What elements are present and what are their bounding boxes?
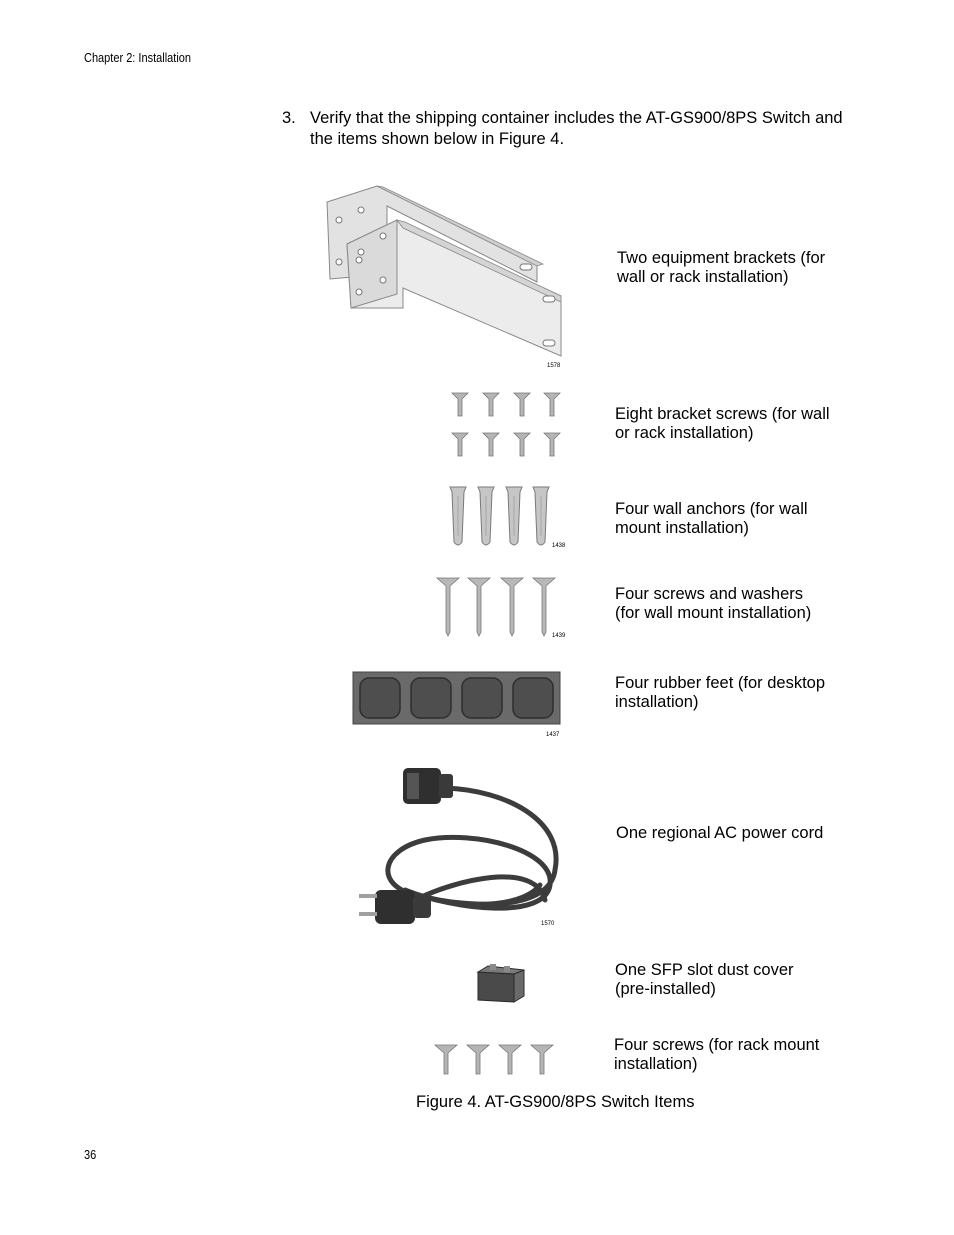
figure-number: 1578 xyxy=(547,363,561,369)
wall-anchor-icon xyxy=(446,484,564,550)
figure-number: 1438 xyxy=(552,543,566,549)
dust-cover-icon xyxy=(472,960,528,1008)
bracket-icon xyxy=(325,184,565,372)
page-number: 36 xyxy=(84,1148,97,1162)
figure-number: 1439 xyxy=(552,633,566,639)
item-label-power-cord: One regional AC power cord xyxy=(616,824,824,842)
power-cord-icon xyxy=(355,760,567,930)
item-label-bracket-screws: Eight bracket screws (for wall or rack installation) xyxy=(615,405,830,442)
figure-number: 1570 xyxy=(541,921,555,927)
item-label-dust-cover: One SFP slot dust cover (pre-installed) xyxy=(615,961,794,998)
long-screw-icon xyxy=(434,574,564,640)
item-label-rack-screws: Four screws (for rack mount installation) xyxy=(614,1036,820,1073)
item-label-rubber-feet: Four rubber feet (for desktop installation) xyxy=(615,674,826,711)
step-number: 3. xyxy=(282,109,296,127)
rubber-foot-icon xyxy=(352,671,564,741)
item-label-brackets: Two equipment brackets (for wall or rack installation) xyxy=(617,249,826,286)
chapter-header: Chapter 2: Installation xyxy=(84,51,192,65)
figure-caption: Figure 4. AT-GS900/8PS Switch Items xyxy=(416,1093,695,1111)
item-label-wall-anchors: Four wall anchors (for wall mount installation) xyxy=(615,500,808,537)
figure-number: 1437 xyxy=(546,732,560,738)
screw-icon xyxy=(432,1042,558,1076)
step-text: Verify that the shipping container includes the AT-GS900/8PS Switch and the items shown below in Figure 4. xyxy=(310,109,843,148)
item-label-wall-screws: Four screws and washers (for wall mount installation) xyxy=(615,585,812,622)
screw-icon xyxy=(448,390,566,460)
